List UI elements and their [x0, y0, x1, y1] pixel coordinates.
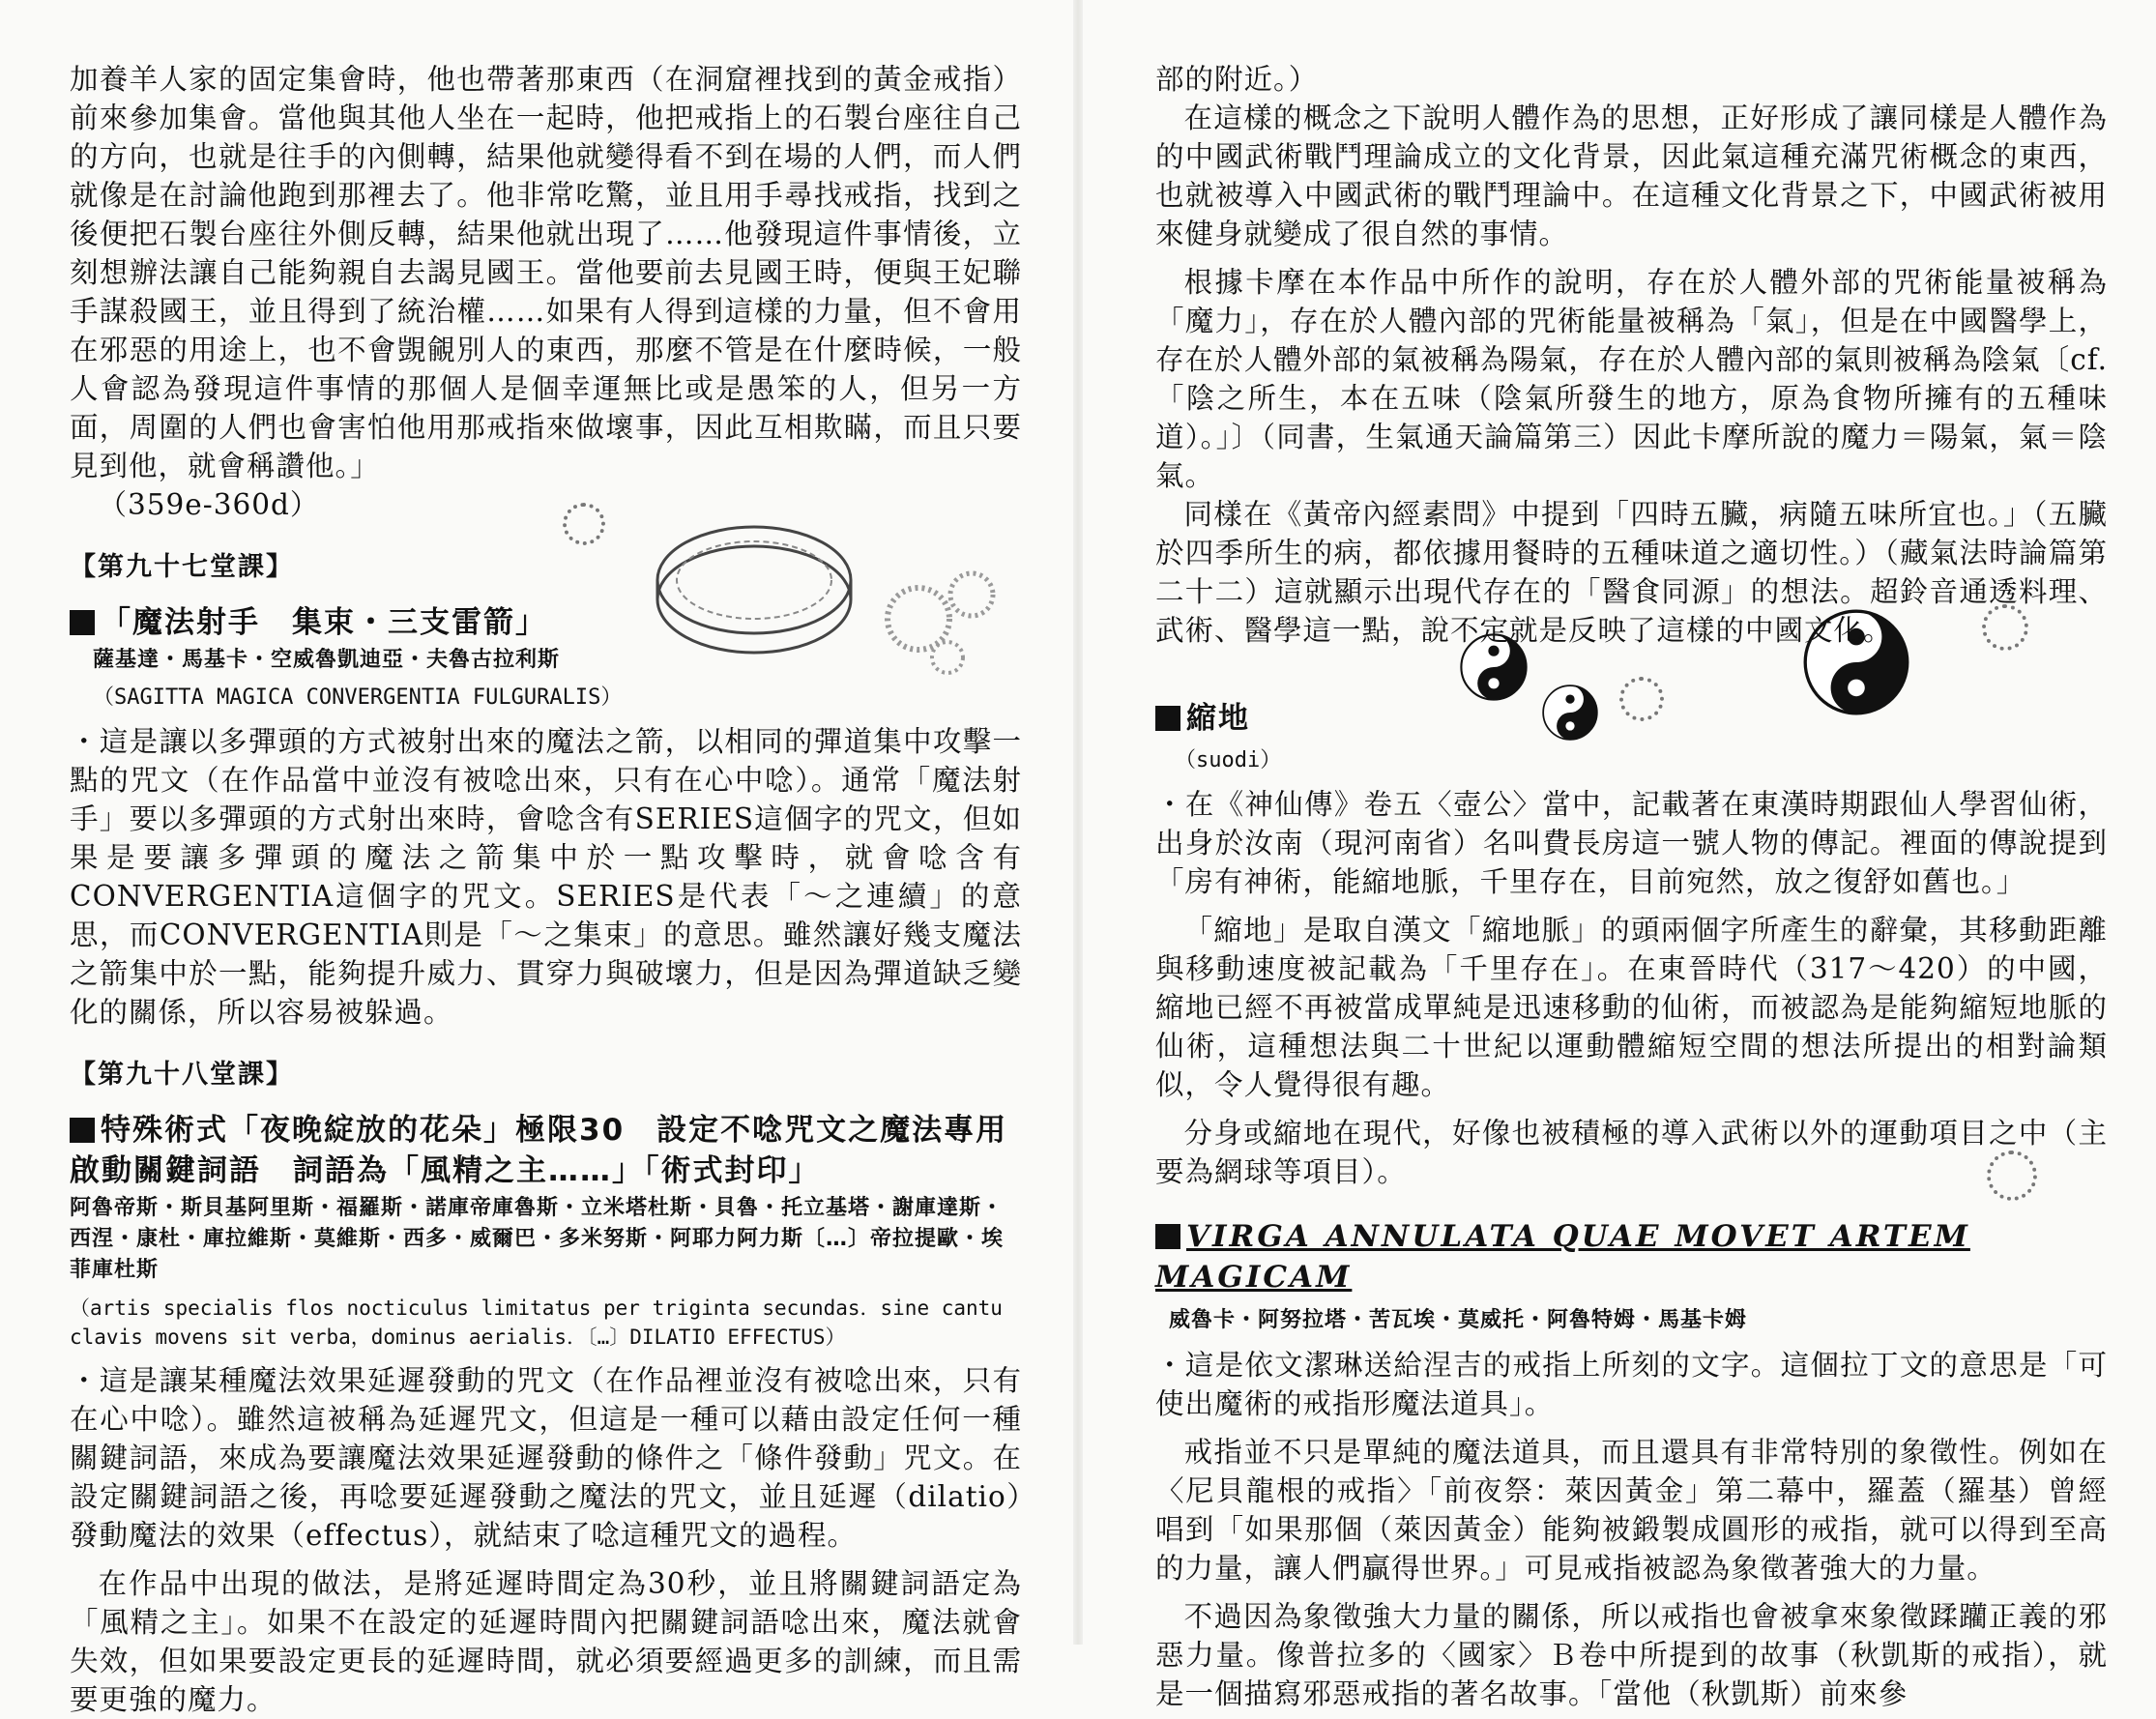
lesson-heading-97: 【第九十七堂課】 [70, 552, 294, 582]
section-title: 縮地 [1186, 701, 1250, 736]
spell-title: 「魔法射手 集束・三支雷箭」 [101, 605, 547, 640]
spell-description: ・這是讓某種魔法效果延遲發動的咒文（在作品裡並沒有被唸出來，只有在心中唸）。雖然這被稱為延遲咒文，但這是一種可以藉由設定任何一種關鍵詞語，來成為要讓魔法效果延遲發動的條件之「條件發動」咒文。在設定關鍵詞語之後，再唸要延遲發動之魔法的咒文，並且延遲（dilatio）發動魔法的效果（effectus），就結束了唸這種咒文的過程。 [70, 1364, 1022, 1552]
paragraph: 戒指並不只是單純的魔法道具，而且還具有非常特別的象徵性。例如在〈尼貝龍根的戒指〉「前夜祭：萊因黃金」第二幕中，羅蓋（羅基）曾經唱到「如果那個（萊因黃金）能夠被鍛製成圓形的戒指，就可以得到至高的力量，讓人們贏得世界。」可見戒指被認為象徵著強大的力量。 [1155, 1436, 2108, 1585]
square-bullet-icon [70, 610, 95, 635]
paragraph: 分身或縮地在現代，好像也被積極的導入武術以外的運動項目之中（主要為網球等項目）。 [1155, 1117, 2108, 1188]
paragraph: 加養羊人家的固定集會時，他也帶著那東西（在洞窟裡找到的黃金戒指）前來參加集會。當他與其他人坐在一起時，他把戒指上的石製台座往自己的方向，也就是往手的內側轉，結果他就變得看不到在場的人們，而人們就像是在討論他跑到那裡去了。他非常吃驚，並且用手尋找戒指，找到之後便把石製台座往外側反轉，結果他就出現了……他發現這件事情後，立刻想辦法讓自己能夠親自去謁見國王。當他要前去見國王時，便與王妃聯手謀殺國王，並且得到了統治權……如果有人得到這樣的力量，但不會用在邪惡的用途上，也不會覬覦別人的東西，那麼不管是在什麼時候，一般人會認為發現這件事情的那個人是個幸運無比或是愚笨的人，但另一方面，周圍的人們也會害怕他用那戒指來做壞事，因此互相欺瞞，而且只要見到他，就會稱讚他。」 [70, 63, 1022, 482]
section-romanization: （suodi） [1175, 748, 1282, 772]
spell-title: 特殊術式「夜晚綻放的花朵」極限30 設定不唸咒文之魔法專用啟動關鍵詞語 詞語為「風精之主……」「術式封印」 [70, 1113, 1008, 1188]
paragraph: ・在《神仙傳》卷五〈壺公〉當中，記載著在東漢時期跟仙人學習仙術，出身於汝南（現河南省）名叫費長房這一號人物的傳記。裡面的傳說提到「房有神術，能縮地脈，千里存在，目前宛然，放之復舒如舊也。」 [1155, 788, 2108, 898]
spell-names: 威魯卡・阿努拉塔・苦瓦埃・莫威托・阿魯特姆・馬基卡姆 [1169, 1308, 1748, 1332]
square-bullet-icon [1155, 706, 1180, 731]
paragraph: 不過因為象徵強大力量的關係，所以戒指也會被拿來象徵蹂躪正義的邪惡力量。像普拉多的〈國家〉Ｂ卷中所提到的故事（秋凱斯的戒指），就是一個描寫邪惡戒指的著名故事。「當他（秋凱斯）前來參 [1155, 1600, 2108, 1710]
right-column [1155, 60, 2108, 1713]
spell-heading-97 [70, 602, 1022, 643]
citation: （359e-360d） [98, 488, 320, 521]
lesson-heading-98: 【第九十八堂課】 [70, 1060, 294, 1090]
spell-latin: （artis specialis flos nocticulus limitatus per triginta secundas．sine cantu clavis movens sit verba，dominus aerialis．〔…〕DILATIO EFFECTUS） [70, 1297, 1003, 1349]
spell-names: 薩基達・馬基卡・空威魯凱迪亞・夫魯古拉利斯 [93, 648, 561, 672]
spell-names: 阿魯帝斯・斯貝基阿里斯・福羅斯・諾庫帝庫魯斯・立米塔杜斯・貝魯・托立基塔・謝庫達斯・西涅・康杜・庫拉維斯・莫維斯・西多・威爾巴・多米努斯・阿耶力阿力斯〔…〕帝拉提歐・埃菲庫杜斯 [70, 1196, 1005, 1282]
left-page [0, 0, 1078, 1716]
paragraph: 在這樣的概念之下說明人體作為的思想，正好形成了讓同樣是人體作為的中國武術戰鬥理論成立的文化背景，因此氣這種充滿咒術概念的東西，也就被導入中國武術的戰鬥理論中。在這種文化背景之下，中國武術被用來健身就變成了很自然的事情。 [1155, 102, 2108, 250]
section-heading-suodi [1155, 698, 2108, 739]
section-title: VIRGA ANNULATA QUAE MOVET ARTEM MAGICAM [1155, 1219, 1970, 1295]
paragraph: 根據卡摩在本作品中所作的說明，存在於人體外部的咒術能量被稱為「魔力」，存在於人體內部的咒術能量被稱為「氣」，但是在中國醫學上，存在於人體外部的氣被稱為陽氣，存在於人體內部的氣則被稱為陰氣〔cf.「陰之所生，本在五味（陰氣所發生的地方，原為食物所擁有的五種味道）。」〕（同書，生氣通天論篇第三）因此卡摩所說的魔力＝陽氣，氣＝陰氣。 [1155, 266, 2108, 492]
spell-description: ・這是讓以多彈頭的方式被射出來的魔法之箭，以相同的彈道集中攻擊一點的咒文（在作品當中並沒有被唸出來，只有在心中唸）。通常「魔法射手」要以多彈頭的方式射出來時，會唸含有SERIES這個字的咒文，但如果是要讓多彈頭的魔法之箭集中於一點攻擊時，就會唸含有CONVERGENTIA這個字的咒文。SERIES是代表「～之連續」的意思，而CONVERGENTIA則是「～之集束」的意思。雖然讓好幾支魔法之箭集中於一點，能夠提升威力、貫穿力與破壞力，但是因為彈道缺乏變化的關係，所以容易被躲過。 [70, 725, 1022, 1029]
left-column [70, 60, 1022, 1719]
paragraph: 部的附近。） [1155, 63, 1319, 96]
section-heading-virga [1155, 1216, 2108, 1297]
paragraph: 「縮地」是取自漢文「縮地脈」的頭兩個字所產生的辭彙，其移動距離與移動速度被記載為「千里存在」。在東晉時代（317～420）的中國，縮地已經不再被當成單純是迅速移動的仙術，而被認為是能夠縮短地脈的仙術，這種想法與二十世紀以運動體縮短空間的想法所提出的相對論類似，令人覺得很有趣。 [1155, 914, 2108, 1101]
spell-latin: （SAGITTA MAGICA CONVERGENTIA FULGURALIS） [93, 685, 623, 710]
spell-heading-98 [70, 1110, 1022, 1191]
right-page [1078, 0, 2156, 1710]
square-bullet-icon [70, 1118, 95, 1143]
paragraph: 同樣在《黃帝內經素問》中提到「四時五臟，病隨五味所宜也。」（五臟於四季所生的病，都依據用餐時的五種味道之適切性。）（藏氣法時論篇第二十二）這就顯示出現代存在的「醫食同源」的想法。超鈴音通透料理、武術、醫學這一點，說不定就是反映了這樣的中國文化。 [1155, 498, 2108, 647]
square-bullet-icon [1155, 1224, 1180, 1249]
paragraph: 在作品中出現的做法，是將延遲時間定為30秒，並且將關鍵詞語定為「風精之主」。如果不在設定的延遲時間內把關鍵詞語唸出來，魔法就會失效，但如果要設定更長的延遲時間，就必須要經過更多的訓練，而且需要更強的魔力。 [70, 1567, 1022, 1716]
paragraph: ・這是依文潔琳送給涅吉的戒指上所刻的文字。這個拉丁文的意思是「可使出魔術的戒指形魔法道具」。 [1155, 1349, 2108, 1420]
